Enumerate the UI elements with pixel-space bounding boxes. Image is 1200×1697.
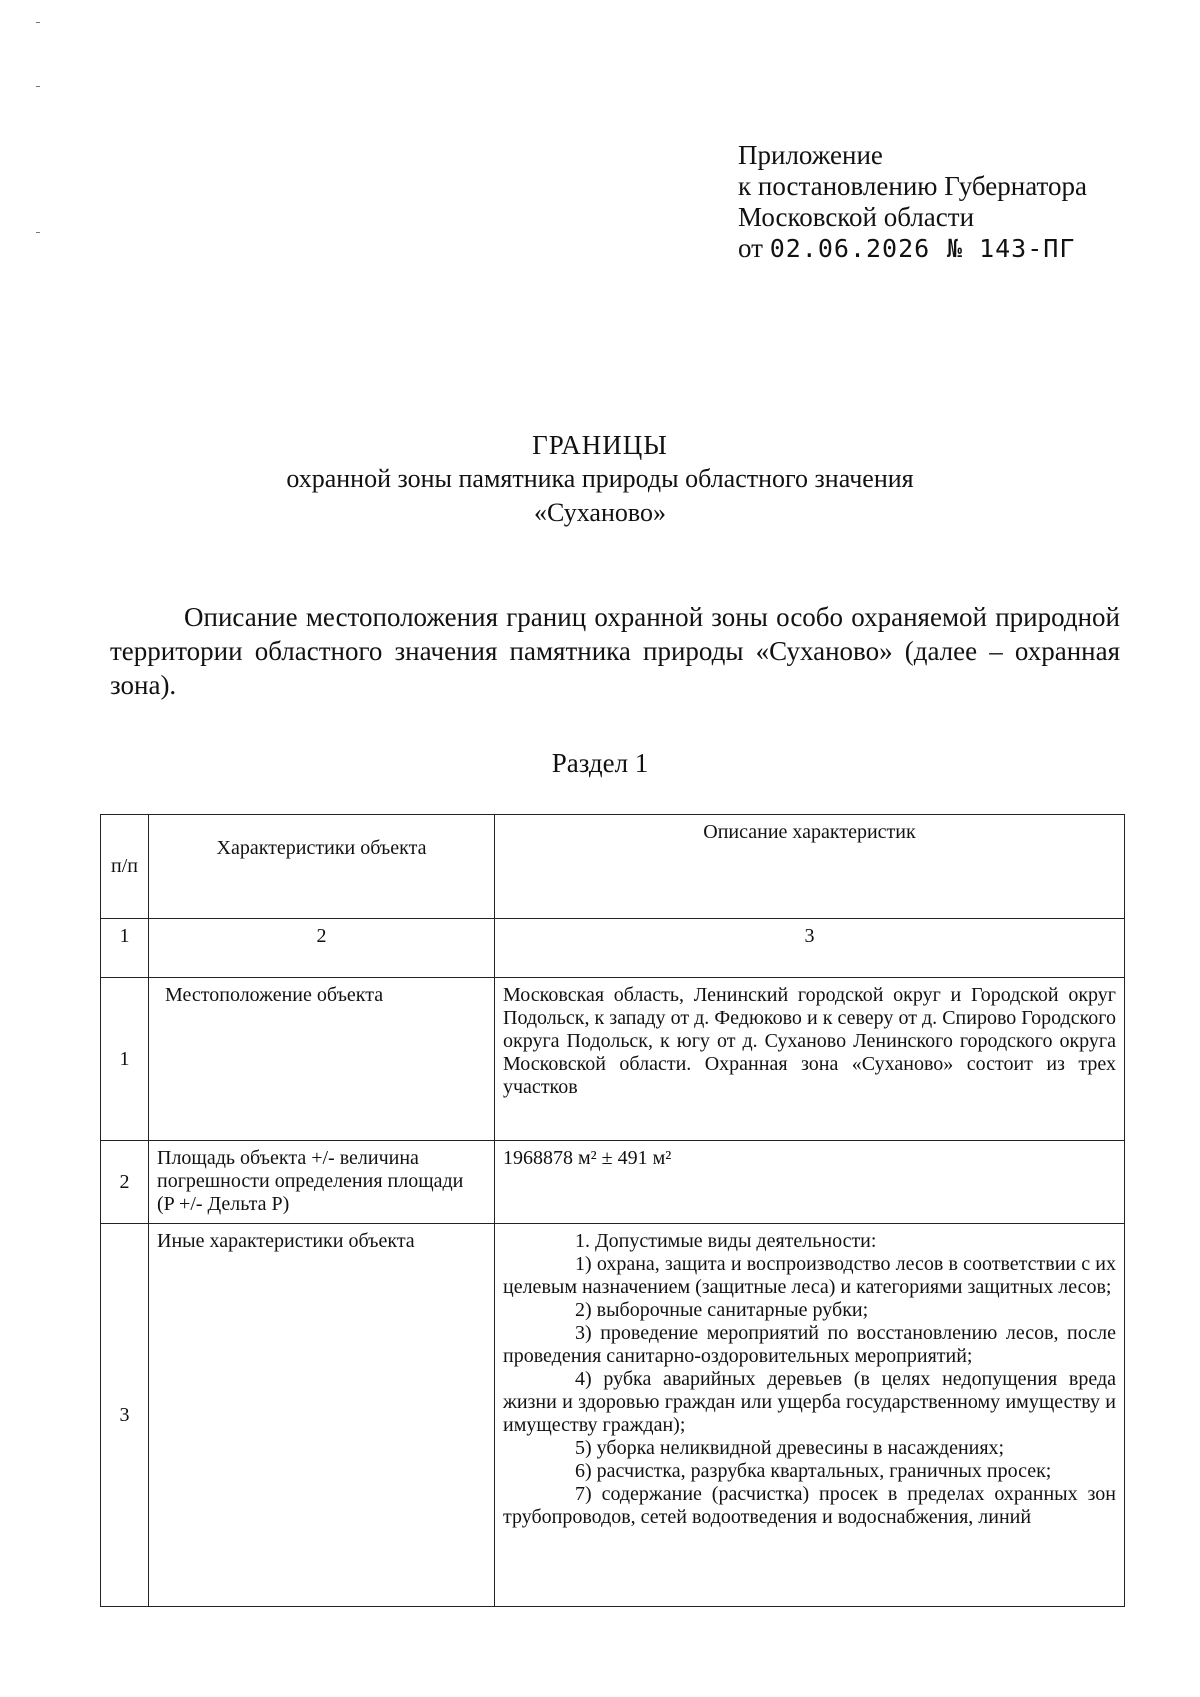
appendix-block xyxy=(738,140,1087,264)
list-item: 6) расчистка, разрубка квартальных, граничных просек; xyxy=(575,1460,1052,1482)
index-cell-3: 3 xyxy=(495,919,1125,978)
appendix-date: 02.06.2026 xyxy=(769,234,931,263)
index-cell-2: 2 xyxy=(149,919,495,978)
list-item: 2) выборочные санитарные рубки; xyxy=(575,1299,869,1321)
scan-mark xyxy=(36,86,40,87)
table-row xyxy=(101,978,1125,1141)
appendix-line-2: к постановлению Губернатора xyxy=(738,171,1087,201)
row-description-list xyxy=(495,1224,1125,1607)
row-number: 3 xyxy=(101,1224,149,1607)
list-item: 7) содержание (расчистка) просек в пределах охранных зон трубопроводов, сетей водоотведения и водоснабжения, линий xyxy=(503,1483,1116,1528)
section-label: Раздел 1 xyxy=(551,748,649,778)
scan-mark xyxy=(36,232,40,233)
header-col-characteristics: Характеристики объекта xyxy=(149,815,495,919)
scan-mark xyxy=(36,22,40,23)
document-title: ГРАНИЦЫ xyxy=(532,430,668,460)
row-characteristic: Иные характеристики объекта xyxy=(149,1224,495,1607)
index-cell-1: 1 xyxy=(101,919,149,978)
list-item: 1. Допустимые виды деятельности: xyxy=(575,1230,877,1252)
row-number: 1 xyxy=(101,978,149,1141)
intro-paragraph: Описание местоположения границ охранной зоны особо охраняемой природной территории областного значения памятника природы «Суханово» (далее – охранная зона). xyxy=(110,602,1120,700)
document-subtitle: охранной зоны памятника природы областного значения xyxy=(286,464,914,493)
row-characteristic: Местоположение объекта xyxy=(149,978,495,1141)
appendix-line-3: Московской области xyxy=(738,202,975,232)
table-row xyxy=(101,1224,1125,1607)
appendix-date-prefix: от xyxy=(738,233,763,263)
row-characteristic: Площадь объекта +/- величина погрешности определения площади (P +/- Дельта P) xyxy=(149,1141,495,1224)
appendix-date-line xyxy=(738,233,1087,264)
list-item: 3) проведение мероприятий по восстановлению лесов, после проведения санитарно-оздоровительных мероприятий; xyxy=(503,1322,1116,1367)
row-description: Московская область, Ленинский городской округ и Городской округ Подольск, к западу от д. Федюково и к северу от д. Спирово Городского округа Подольск, к югу от д. Суханово Ленинского городского округа Московской области. Охранная зона «Суханово» состоит из трех участков xyxy=(495,978,1125,1141)
table-index-row xyxy=(101,919,1125,978)
list-item: 4) рубка аварийных деревьев (в целях недопущения вреда жизни и здоровью граждан или ущерба государственному имуществу и имуществу граждан); xyxy=(503,1368,1116,1436)
header-col-description: Описание характеристик xyxy=(495,815,1125,919)
title-block xyxy=(0,428,1200,530)
list-item: 1) охрана, защита и воспроизводство лесов в соответствии с их целевым назначением (защитные леса) и категориями защитных лесов; xyxy=(503,1253,1116,1298)
appendix-number: № 143-ПГ xyxy=(946,234,1076,263)
document-subtitle-name: «Суханово» xyxy=(534,498,666,527)
appendix-line-1: Приложение xyxy=(738,140,883,170)
list-item: 5) уборка неликвидной древесины в насаждениях; xyxy=(575,1437,1005,1459)
header-col-number: п/п xyxy=(101,815,149,919)
table-row xyxy=(101,1141,1125,1224)
characteristics-table xyxy=(100,814,1125,1607)
row-number: 2 xyxy=(101,1141,149,1224)
row-description: 1968878 м² ± 491 м² xyxy=(495,1141,1125,1224)
table-header-row xyxy=(101,815,1125,919)
